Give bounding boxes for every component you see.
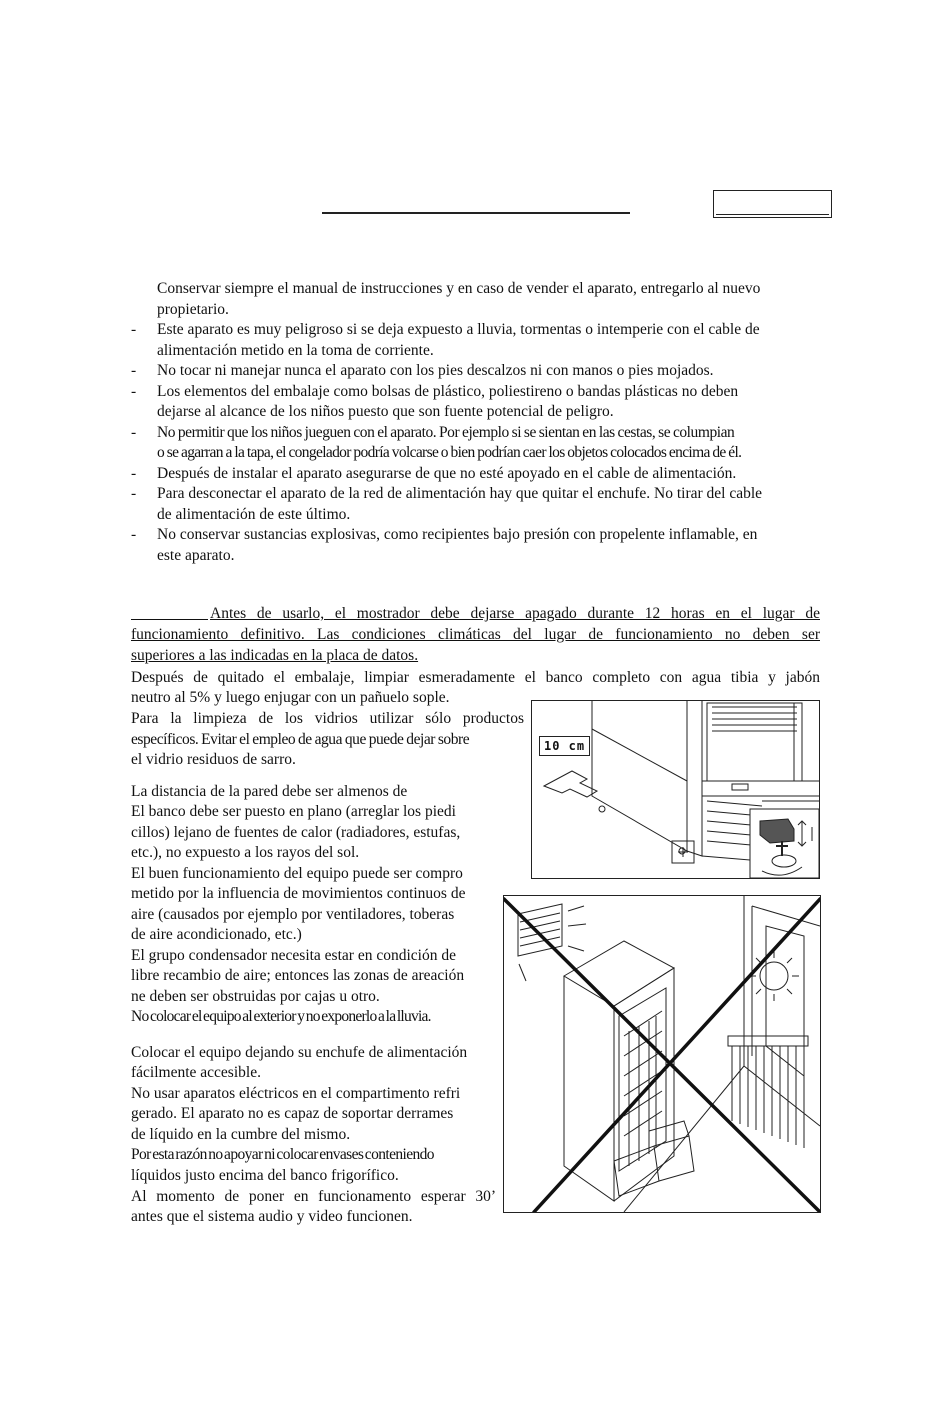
bullet-marker: - <box>131 321 137 338</box>
cabinet-illustration <box>532 701 819 878</box>
placement-line-3: cillos) lejano de fuentes de calor (radiadores, estufas, <box>131 824 461 841</box>
bullet-marker: - <box>131 465 137 482</box>
electrical-line-1: Colocar el equipo dejando su enchufe de alimentación <box>131 1044 468 1061</box>
placement-line-6: metido por la influencia de movimientos continuos de <box>131 885 466 902</box>
electrical-line-8: Al momento de poner en funcionamento esperar 30’ <box>131 1188 496 1205</box>
safety-item-4-line-2: o se agarran a la tapa, el congelador podría volcarse o bien podrían caer los objetos colocados encima de él. <box>157 444 742 461</box>
bullet-marker: - <box>131 485 137 502</box>
safety-item-6-line-2: de alimentación de este último. <box>157 506 351 523</box>
safety-intro-line-1: Conservar siempre el manual de instrucciones y en caso de vender el aparato, entregarlo al nuevo <box>157 280 761 297</box>
distance-label: 10 cm <box>539 736 590 756</box>
installation-warning-line-3: superiores a las indicadas en la placa de datos. <box>131 647 419 664</box>
placement-line-7: aire (causados por ejemplo por ventiladores, toberas <box>131 906 455 923</box>
safety-item-3-line-2: dejarse al alcance de los niños puesto que son fuente potencial de peligro. <box>157 403 614 420</box>
placement-line-5: El buen funcionamiento del equipo puede ser compro <box>131 865 463 882</box>
placement-line-1: La distancia de la pared debe ser almenos de <box>131 783 408 800</box>
safety-item-5-line-1: Después de instalar el aparato asegurarse de que no esté apoyado en el cable de alimentación. <box>157 465 737 482</box>
bullet-marker: - <box>131 526 137 543</box>
safety-item-7-line-2: este aparato. <box>157 547 235 564</box>
glass-line-3: el vidrio residuos de sarro. <box>131 751 296 768</box>
cleaning-line-2: neutro al 5% y luego enjugar con un pañuelo sople. <box>131 689 450 706</box>
placement-line-9: El grupo condensador necesita estar en condición de <box>131 947 456 964</box>
safety-item-4-line-1: No permitir que los niños jueguen con el aparato. Por ejemplo si se sientan en las cestas, se columpian <box>157 424 735 441</box>
glass-line-2: específicos. Evitar el empleo de agua que puede dejar sobre <box>131 731 470 748</box>
electrical-line-3: No usar aparatos eléctricos en el compartimento refri <box>131 1085 461 1102</box>
electrical-line-5: de líquido en la cumbre del mismo. <box>131 1126 351 1143</box>
electrical-line-4: gerado. El aparato no es capaz de soportar derrames <box>131 1105 454 1122</box>
safety-item-7-line-1: No conservar sustancias explosivas, como recipientes bajo presión con propelente inflamable, en <box>157 526 758 543</box>
safety-intro-line-2: propietario. <box>157 301 229 318</box>
placement-line-2: El banco debe ser puesto en plano (arreglar los piedi <box>131 803 456 820</box>
electrical-line-6: Por esta razón no apoyar ni colocar envases conteniendo <box>131 1146 434 1163</box>
section-box <box>713 190 832 218</box>
installation-warning-line-1: Antes de usarlo, el mostrador debe dejarse apagado durante 12 horas en el lugar de <box>210 605 820 622</box>
bullet-marker: - <box>131 362 137 379</box>
title-rule <box>322 212 630 214</box>
safety-item-2-line-1: No tocar ni manejar nunca el aparato con los pies descalzos ni con manos o pies mojados. <box>157 362 714 379</box>
cleaning-line-1: Después de quitado el embalaje, limpiar esmeradamente el banco completo con agua tibia y jabón <box>131 669 820 686</box>
installation-warning-line-2: funcionamiento definitivo. Las condiciones climáticas del lugar de funcionamiento no deben ser <box>131 626 820 643</box>
placement-line-4: etc.), no expuesto a los rayos del sol. <box>131 844 360 861</box>
warning-label-underline <box>131 619 208 620</box>
bullet-marker: - <box>131 424 137 441</box>
incorrect-installation-figure <box>503 895 821 1213</box>
safety-item-6-line-1: Para desconectar el aparato de la red de alimentación hay que quitar el enchufe. No tirar del cable <box>157 485 763 502</box>
glass-line-1: Para la limpieza de los vidrios utilizar sólo productos <box>131 710 524 727</box>
safety-item-1-line-1: Este aparato es muy peligroso si se deja expuesto a lluvia, tormentas o intemperie con el cable de <box>157 321 760 338</box>
safety-item-3-line-1: Los elementos del embalaje como bolsas de plástico, poliestireno o bandas plásticas no deben <box>157 383 739 400</box>
bullet-marker: - <box>131 383 137 400</box>
electrical-line-7: líquidos justo encima del banco frigorífico. <box>131 1167 399 1184</box>
electrical-line-2: fácilmente accesible. <box>131 1064 261 1081</box>
placement-line-10: libre recambio de aire; entonces las zonas de areación <box>131 967 465 984</box>
installation-distance-figure <box>531 700 820 879</box>
electrical-line-9: antes que el sistema audio y video funcionen. <box>131 1208 413 1225</box>
placement-line-12: No colocar el equipo al exterior y no exponerlo a la lluvia. <box>131 1008 431 1025</box>
placement-line-11: ne deben ser obstruidas por cajas u otro. <box>131 988 380 1005</box>
incorrect-installation-illustration <box>504 896 820 1212</box>
placement-line-8: de aire acondicionado, etc.) <box>131 926 302 943</box>
safety-item-1-line-2: alimentación metido en la toma de corriente. <box>157 342 434 359</box>
